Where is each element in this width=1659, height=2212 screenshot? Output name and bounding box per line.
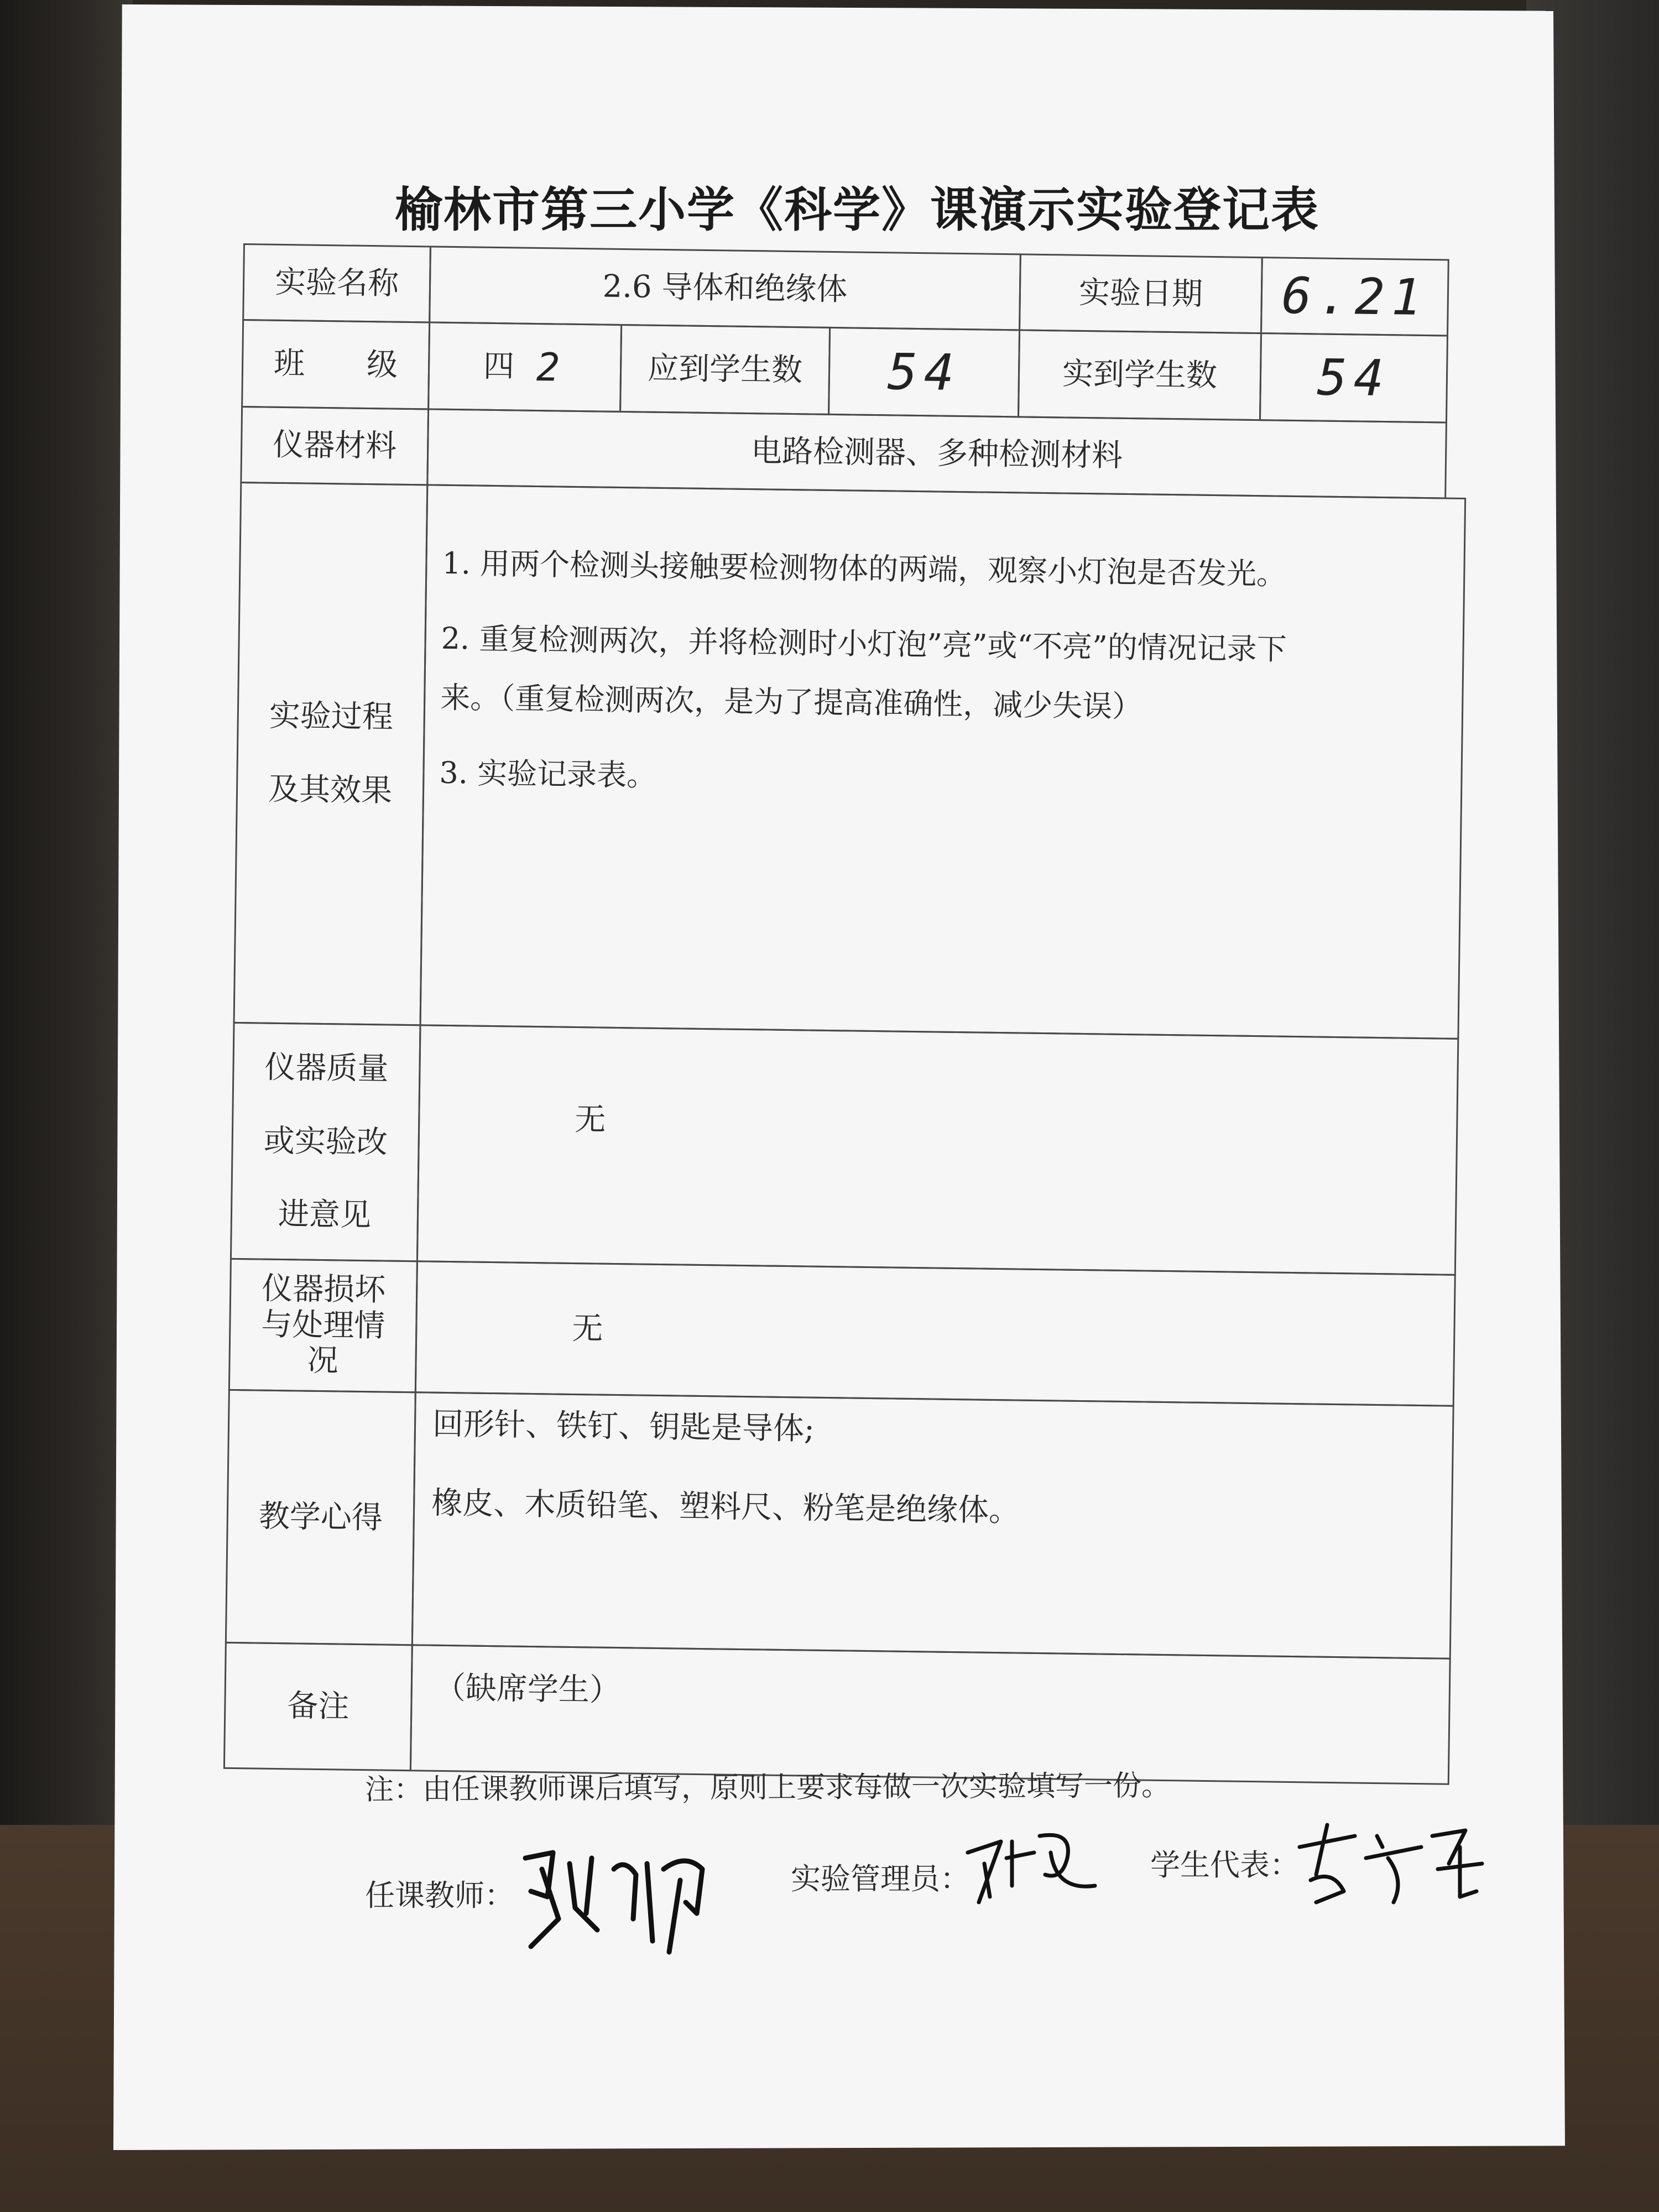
footer-note: 注：由任课教师课后填写，原则上要求每做一次实验填写一份。 (364, 1769, 1171, 1807)
label-expected-students: 应到学生数 (619, 324, 831, 415)
actual-students-value (1259, 332, 1448, 423)
label-damage-line2: 与处理情 (260, 1306, 385, 1344)
process-step-1: 1. 用两个检测头接触要检测物体的两端，观察小灯泡是否发光。 (442, 545, 1287, 592)
experiment-date-handwritten: 6.21 (1281, 267, 1428, 327)
label-experiment-date: 实验日期 (1019, 253, 1263, 334)
teacher-signature (520, 1836, 719, 1958)
label-reflection: 教学心得 (225, 1389, 416, 1646)
class-number-handwritten: 2 (536, 344, 567, 390)
reflection-value (411, 1391, 1454, 1660)
reflection-line-2: 橡皮、木质铅笔、塑料尺、粉笔是绝缘体。 (431, 1485, 1020, 1529)
label-quality (230, 1022, 421, 1262)
label-damage-line3: 况 (307, 1342, 338, 1379)
actual-students-handwritten: 54 (1317, 348, 1391, 408)
teacher-label: 任课教师： (365, 1878, 514, 1913)
process-step-2-cont: 来。（重复检测两次，是为了提高准确性，减少失误） (440, 680, 1142, 724)
label-quality-line1: 仪器质量 (264, 1049, 389, 1087)
label-actual-students: 实到学生数 (1018, 329, 1262, 421)
lab-admin-signature (962, 1819, 1100, 1908)
class-grade: 四 (483, 348, 515, 385)
label-experiment-name: 实验名称 (242, 243, 431, 323)
label-remarks: 备注 (223, 1642, 413, 1771)
damage-value: 无 (415, 1260, 1456, 1407)
expected-students-handwritten: 54 (887, 342, 961, 402)
student-rep-signature (1294, 1814, 1493, 1908)
process-step-3: 3. 实验记录表。 (439, 755, 657, 794)
process-text (422, 484, 1466, 838)
quality-value: 无 (416, 1024, 1459, 1276)
materials-value: 电路检测器、多种检测材料 (426, 408, 1447, 499)
label-process-line2: 及其效果 (268, 771, 393, 809)
label-class: 班 级 (241, 319, 430, 410)
label-quality-line3: 进意见 (278, 1196, 372, 1234)
label-process-line1: 实验过程 (269, 697, 394, 735)
label-process (233, 482, 429, 1026)
label-materials: 仪器材料 (240, 406, 429, 486)
reflection-line-1: 回形针、铁钉、钥匙是导体; (432, 1406, 815, 1447)
form-title: 榆林市第三小学《科学》课演示实验登记表 (395, 182, 1319, 238)
class-value (427, 321, 622, 413)
experiment-date-value (1260, 257, 1449, 336)
experiment-name-value: 2.6 导体和绝缘体 (429, 246, 1021, 331)
label-quality-line2: 或实验改 (263, 1123, 388, 1161)
registration-form (223, 243, 1531, 1808)
process-step-2: 2. 重复检测两次，并将检测时小灯泡”亮”或“不亮”的情况记录下 (441, 621, 1287, 667)
lab-admin-label: 实验管理员： (791, 1861, 970, 1896)
label-damage-line1: 仪器损坏 (261, 1271, 386, 1308)
remarks-value: （缺席学生） (410, 1644, 1451, 1785)
student-rep-label: 学生代表： (1150, 1848, 1300, 1882)
expected-students-value (828, 327, 1020, 418)
label-damage (228, 1258, 418, 1393)
